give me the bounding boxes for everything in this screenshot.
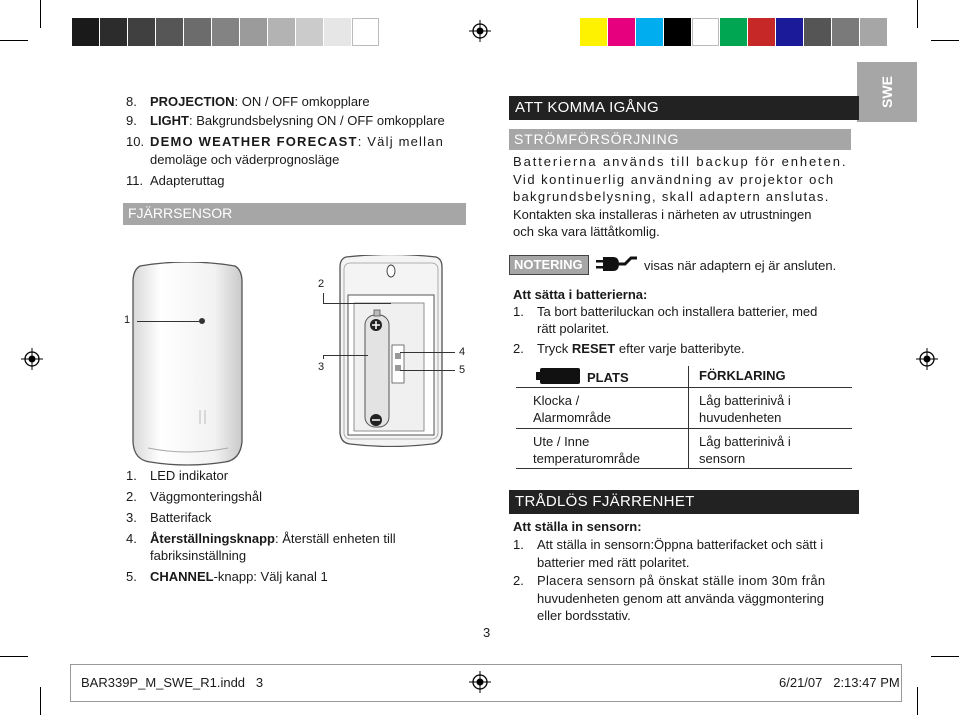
swatch [636, 18, 663, 46]
swatch [804, 18, 831, 46]
callout-line [323, 355, 368, 356]
notering-label: NOTERING [514, 257, 583, 272]
swatch [72, 18, 99, 46]
swatch [128, 18, 155, 46]
crop-mark [917, 687, 918, 715]
swatch [268, 18, 295, 46]
swatch [692, 18, 719, 46]
att-komma-igang-heading: ATT KOMMA IGÅNG [509, 96, 859, 120]
swatch [664, 18, 691, 46]
table-header-forklaring: FÖRKLARING [699, 368, 786, 383]
swatch [608, 18, 635, 46]
registration-mark [916, 348, 938, 370]
batteries-heading: Att sätta i batterierna: [513, 287, 648, 302]
page-number: 3 [483, 625, 491, 640]
callout-label: 4 [459, 346, 466, 358]
adapter-plug-icon [595, 253, 639, 275]
callout-label: 3 [318, 361, 325, 373]
swatch [580, 18, 607, 46]
footer-filename: BAR339P_M_SWE_R1.indd 3 [81, 675, 264, 690]
table-rule [516, 428, 852, 429]
crop-mark [931, 656, 959, 657]
table-rule [516, 468, 852, 469]
swatch [184, 18, 211, 46]
notering-text: visas när adaptern ej är ansluten. [644, 258, 837, 273]
swatch [156, 18, 183, 46]
table-cell: Låg batterinivå i sensorn [699, 434, 791, 466]
swatch [832, 18, 859, 46]
callout-label: 5 [459, 364, 466, 376]
crop-mark [0, 40, 28, 41]
swatch [240, 18, 267, 46]
table-header-plats: PLATS [587, 370, 629, 385]
sensor-back-illustration [338, 255, 444, 447]
crop-mark [40, 687, 41, 715]
swatch [748, 18, 775, 46]
language-tab-label: SWE [879, 76, 895, 108]
crop-mark [931, 40, 959, 41]
callout-line [400, 352, 455, 353]
callout-line [137, 321, 199, 322]
sensor-front-illustration [130, 262, 245, 467]
swatch [212, 18, 239, 46]
crop-mark [40, 0, 41, 28]
callout-label: 1 [124, 314, 131, 326]
callout-line [323, 303, 391, 304]
table-rule [688, 366, 689, 468]
swatch [720, 18, 747, 46]
fjarrsensor-heading: FJÄRRSENSOR [123, 203, 466, 225]
callout-line [400, 370, 455, 371]
swatch [296, 18, 323, 46]
table-cell: Klocka / Alarmområde [533, 393, 612, 425]
swatch [324, 18, 351, 46]
footer-timestamp: 6/21/07 2:13:47 PM [779, 675, 900, 690]
table-rule [516, 387, 852, 388]
crop-mark [0, 656, 28, 657]
swatch [776, 18, 803, 46]
callout-line [323, 293, 324, 303]
tradlos-heading: TRÅDLÖS FJÄRRENHET [509, 490, 859, 514]
swatch [100, 18, 127, 46]
table-cell: Ute / Inne temperaturområde [533, 434, 640, 466]
swatch [860, 18, 887, 46]
power-paragraph: Batterierna används till backup för enheten. Vid kontinuerlig användning av projektor och bakgrundsbelysning, skall adaptern anslutas. Kontakten ska installeras i närheten av utrustningen och ska vara lättåtkomlig. [513, 154, 848, 240]
battery-icon [536, 367, 580, 385]
table-cell: Låg batterinivå i huvudenheten [699, 393, 791, 425]
callout-label: 2 [318, 278, 325, 290]
registration-mark [469, 20, 491, 42]
sensor-heading: Att ställa in sensorn: [513, 519, 642, 534]
swatch [352, 18, 379, 46]
crop-mark [917, 0, 918, 28]
stromforsorjning-heading: STRÖMFÖRSÖRJNING [509, 129, 851, 150]
registration-mark [21, 348, 43, 370]
